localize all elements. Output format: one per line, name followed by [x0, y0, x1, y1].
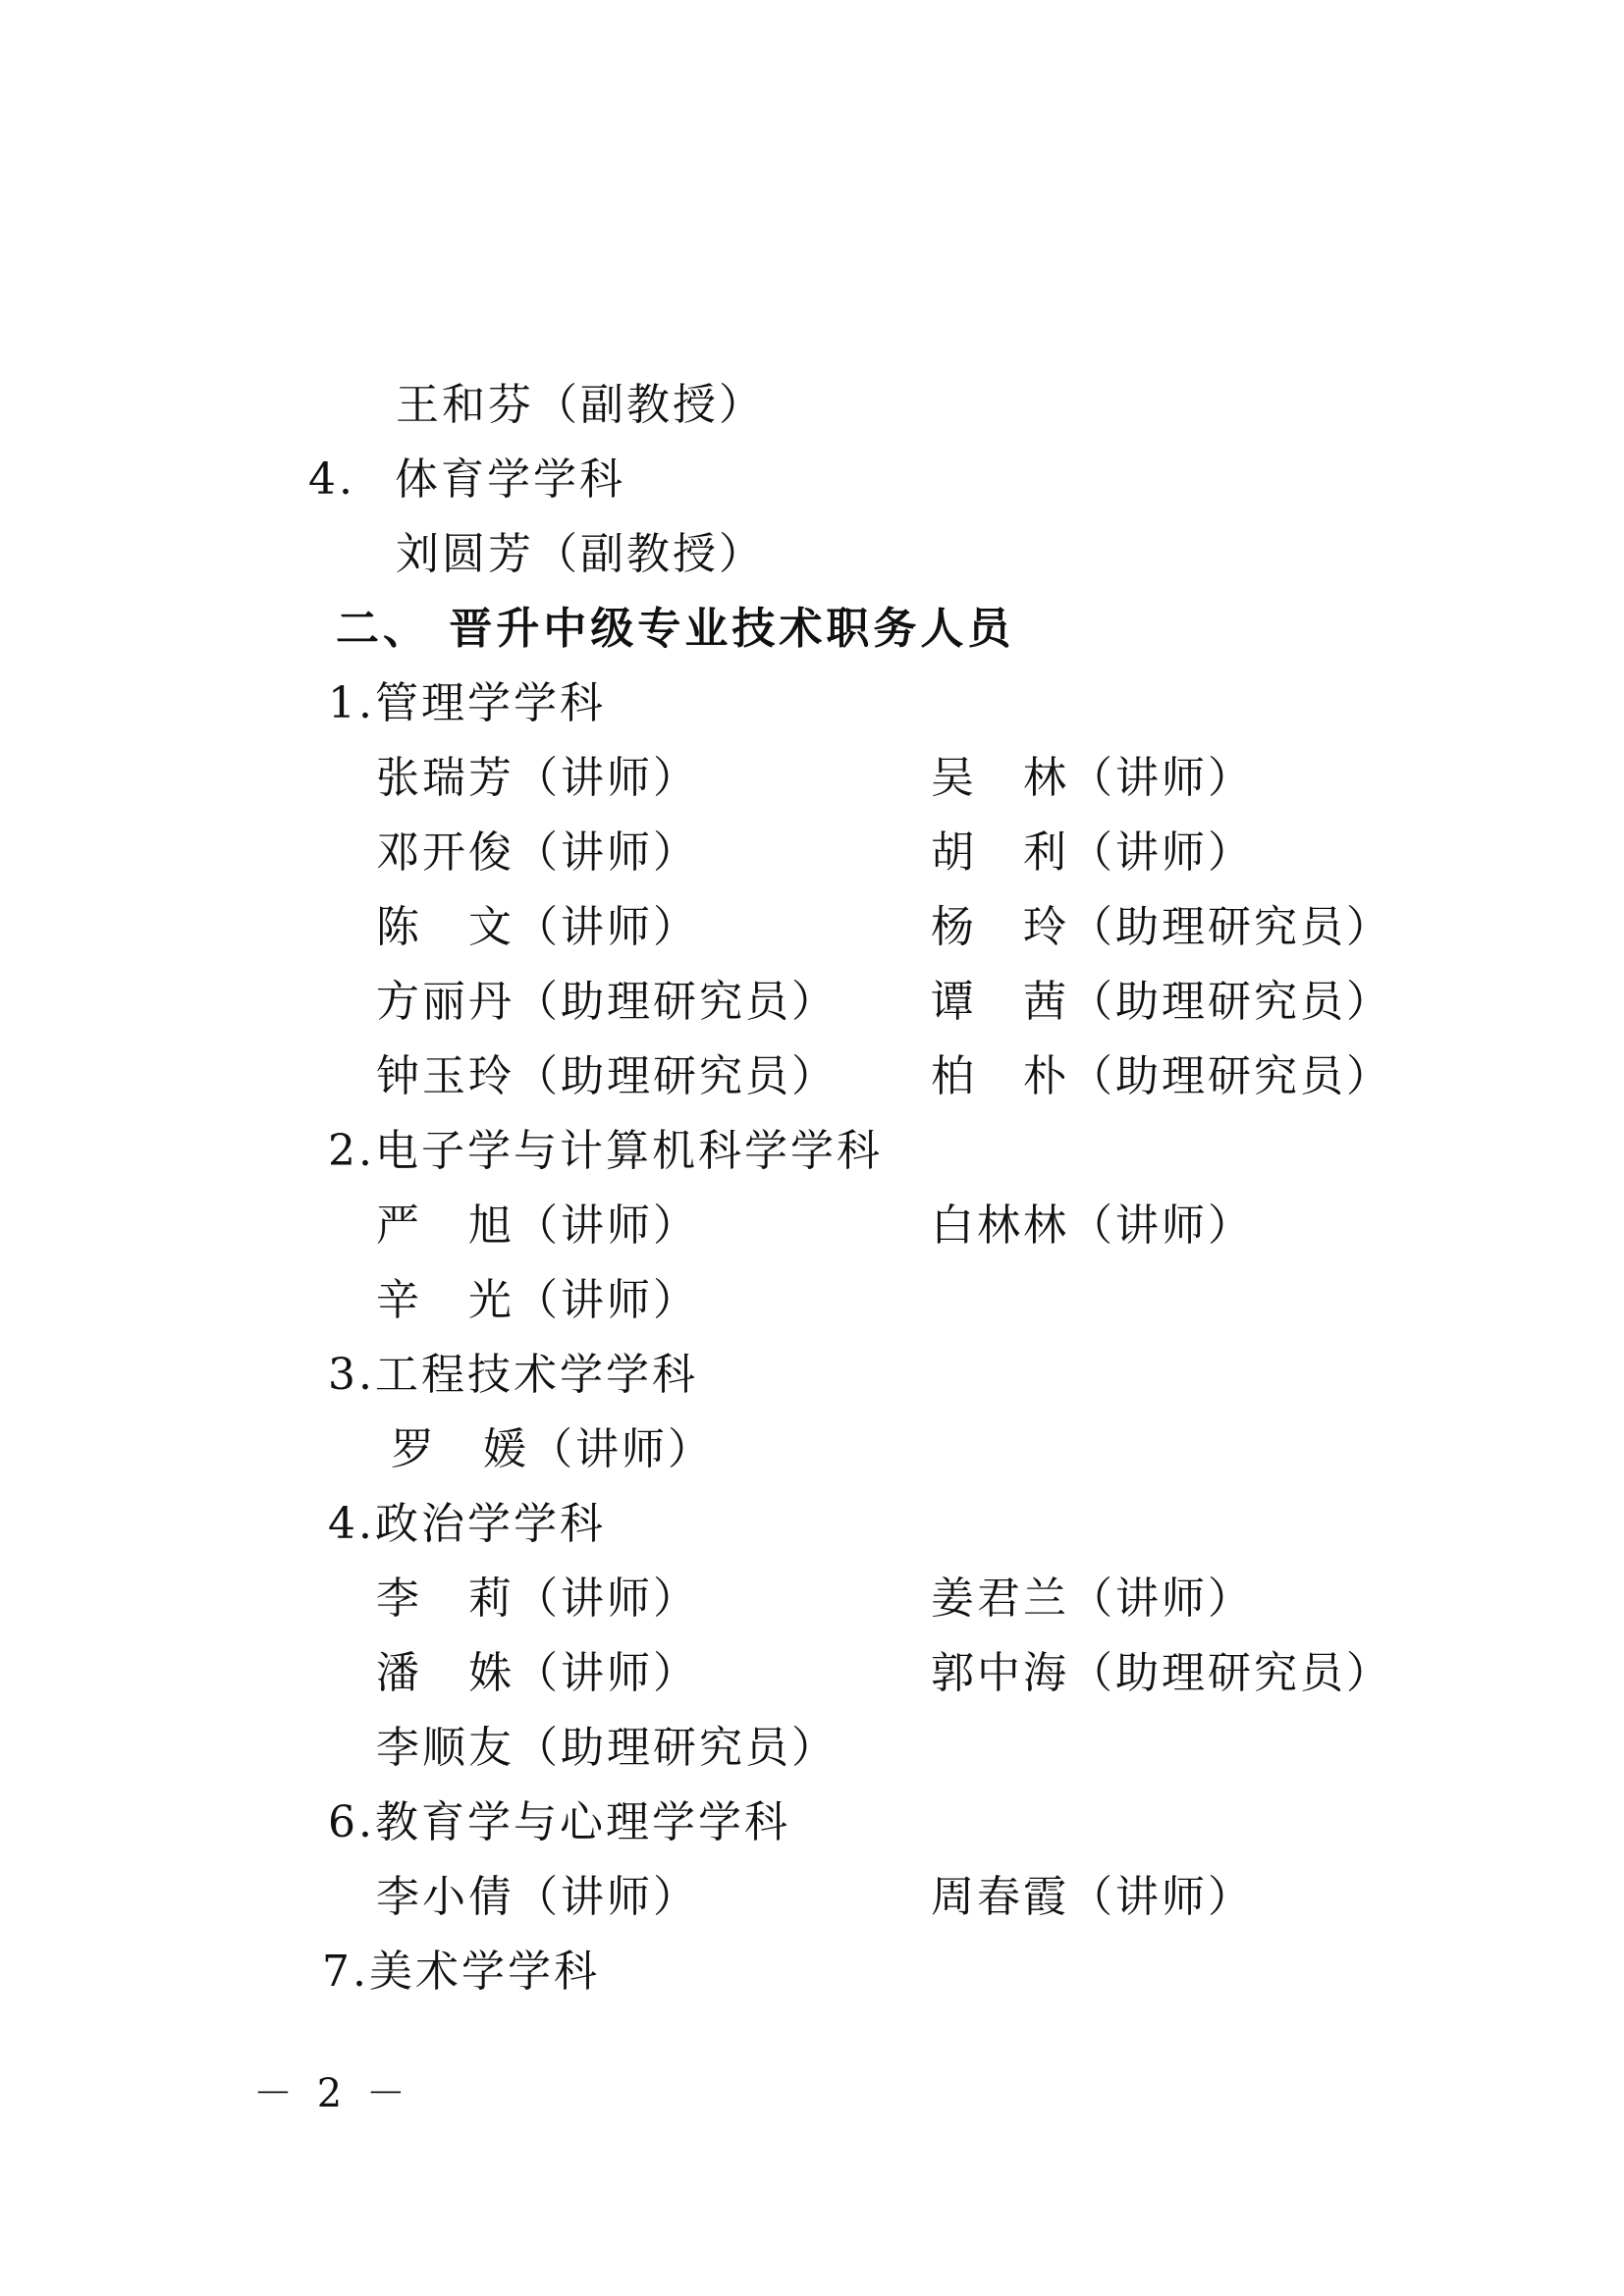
- person-entry: 周春霞（讲师）: [931, 1872, 1254, 1922]
- person-entry: 陈 文（讲师）: [376, 902, 699, 952]
- person-entry: 白林林（讲师）: [931, 1201, 1254, 1251]
- subject-heading: 4.政治学学科: [328, 1499, 606, 1549]
- person-entry: 罗 媛（讲师）: [391, 1424, 714, 1474]
- person-entry: 潘 姝（讲师）: [376, 1648, 699, 1698]
- person-entry: 吴 林（讲师）: [931, 753, 1254, 803]
- person-entry: 王和芬（副教授）: [396, 380, 765, 430]
- subject-heading: 6.教育学与心理学学科: [328, 1797, 790, 1847]
- person-entry: 辛 光（讲师）: [376, 1275, 699, 1325]
- person-entry: 杨 玲（助理研究员）: [931, 902, 1392, 952]
- subject-heading: 3.工程技术学学科: [328, 1350, 698, 1400]
- subject-heading: 1.管理学学科: [328, 678, 606, 728]
- person-entry: 刘圆芳（副教授）: [396, 529, 765, 579]
- person-entry: 李小倩（讲师）: [376, 1872, 699, 1922]
- person-entry: 李顺友（助理研究员）: [376, 1723, 838, 1773]
- person-entry: 严 旭（讲师）: [376, 1201, 699, 1251]
- subject-heading: 2.电子学与计算机科学学科: [328, 1126, 883, 1176]
- subject-heading: [308, 451, 625, 509]
- person-entry: 钟玉玲（助理研究员）: [376, 1051, 838, 1101]
- person-entry: 李 莉（讲师）: [376, 1574, 699, 1624]
- person-entry: 郭中海（助理研究员）: [931, 1648, 1392, 1698]
- subject-title: 体育学学科: [395, 454, 625, 505]
- person-entry: 方丽丹（助理研究员）: [376, 977, 838, 1027]
- person-entry: 柏 朴（助理研究员）: [931, 1051, 1392, 1101]
- section-heading: 二、 晋升中级专业技术职务人员: [336, 604, 1015, 654]
- person-entry: 邓开俊（讲师）: [376, 828, 699, 878]
- subject-number: 4.: [308, 454, 355, 505]
- page-number: － 2 －: [253, 2071, 411, 2116]
- person-entry: 姜君兰（讲师）: [931, 1574, 1254, 1624]
- subject-heading: 7.美术学学科: [322, 1947, 600, 1997]
- person-entry: 谭 茜（助理研究员）: [931, 977, 1392, 1027]
- person-entry: 胡 利（讲师）: [931, 828, 1254, 878]
- person-entry: 张瑞芳（讲师）: [376, 753, 699, 803]
